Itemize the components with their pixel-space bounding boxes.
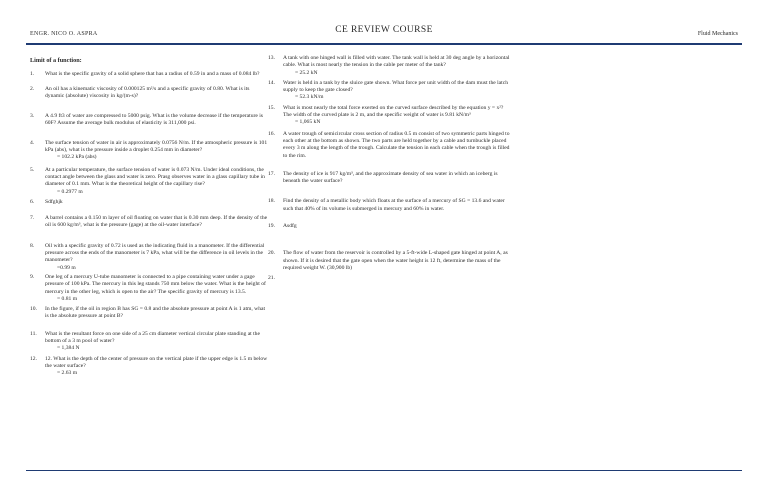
question-number: 15. [268,104,275,111]
answer-text: = 25.2 kN [295,69,318,76]
question [30,167,268,196]
question-number: 8. [30,242,35,249]
question-number: 3. [30,113,35,120]
question-number: 18. [268,198,275,205]
page-header [0,0,768,46]
question-text: In the figure, if the oil in region B has SG = 0.8 and the absolute pressure at point A is 1 atm, what is the absolute pressure at point B? [45,306,266,320]
question [268,223,510,230]
right-column [268,55,510,282]
question-text: Water is held in a tank by the sluice gate shown. What force per unit width of the dam must the latch supply to keep the gate closed? [283,79,508,94]
question-number: 6. [30,198,35,205]
question [30,356,268,378]
question-number: 21. [268,275,275,282]
question-text: The flow of water from the reservoir is controlled by a 5-ft-wide L-shaped gate hinged at point A, as shown. If it is desired that the gate open when the water height is 12 ft, determine the mass of the required weight W. (30,900 lb) [283,250,508,271]
question [268,131,510,160]
footer-rule [26,470,742,471]
question [30,274,268,303]
question-number: 17. [268,170,275,177]
question [268,198,510,213]
question-text: 12. What is the depth of the center of pressure on the vertical plate if the upper edge is 1.5 m below the water surface? [45,355,268,369]
question [30,199,268,206]
question-text: What is the resultant force on one side of a 25 cm diameter vertical circular plate standing at the bottom of a 3 m pool of water? [45,330,260,345]
question-number: 7. [30,215,35,222]
question-number: 11. [30,330,37,337]
question-number: 13. [268,55,275,61]
question-text: What is the specific gravity of a solid sphere that has a radius of 0.59 in and a mass of 0.084 lb? [45,71,260,78]
question [30,113,268,128]
question [268,250,510,272]
course-title: CE REVIEW COURSE [335,25,433,35]
question-number: 9. [30,273,35,280]
answer-text: = 0.2977 m [57,188,83,195]
question [30,71,268,78]
question-text: One leg of a mercury U-tube manometer is connected to a pipe containing water under a gage pressure of 100 kPa. The mercury in this leg stands 750 mm below the water. What is the height of mercury in the other leg, which is open to the air? The specific gravity of mercury is 13.5. [45,273,266,295]
answer-text: = 0.81 m [57,295,78,302]
question-text: A barrel contains a 0.150 m layer of oil floating on water that is 0.30 mm deep. If the density of the oil is 600 kg/m³, what is the pressure (gage) at the oil-water interface? [45,215,268,229]
question-text: A 4.9 ft3 of water are compressed to 5000 psig. What is the volume decrease if the temperature is 60F? Assume the average bulk modulus of elasticity is 311,000 psi. [45,113,263,127]
question-number: 20. [268,250,275,257]
question-number: 1. [30,71,35,78]
question-number: 5. [30,166,35,173]
answer-text: = 1,065 kN [295,119,321,126]
question-number: 12. [30,355,37,362]
question-number: 19. [268,223,275,230]
question-text: What is most nearly the total force exerted on the curved surface described by the equation y = x²? The width of the curved plate is 2 m, and the specific weight of water is 9.81 kN/m³ [283,104,504,119]
question-number: 4. [30,139,35,146]
question [30,215,268,230]
question [30,140,268,162]
left-column [30,57,268,378]
question-text: A tank with one hinged wall is filled with water. The tank wall is held at 30 deg angle by a horizontal cable. What is most nearly the tension in the cable per meter of the tank? [283,55,510,69]
question-text: At a particular temperature, the surface tension of water is 0.073 N/m. Under ideal conditions, the contact angle between the glass and water is zero. Prasg observes water in a glass capillary tube in diameter of 0.1 mm. What is the theoretical height of the capillary rise? [45,166,265,188]
question [268,55,510,77]
question [268,80,510,102]
header-rule [26,43,742,45]
question-number: 2. [30,85,35,92]
section-title: Limit of a function: [30,57,82,64]
question-text: Oil with a specific gravity of 0.72 is used as the indicating fluid in a manometer. If the differential pressure across the ends of the manometer is 7 kPa, what will be the difference in oil levels in the manometer? [45,242,265,264]
question-text: Find the density of a metallic body which floats at the surface of a mercury of SG = 13.6 and water such that 40% of its volume is submerged in mercury and 60% in water. [283,198,505,212]
question [30,306,268,321]
answer-text: = 1,384 N [57,345,80,352]
question [30,331,268,353]
question-number: 16. [268,130,275,137]
question-text: Asdfg [283,223,297,230]
question-text: An oil has a kinematic viscosity of 0.000125 m²/s and a specific gravity of 0.80. What is its dynamic (absolute) viscosity in kg/(m-s)? [45,85,250,99]
question-text: Sdfghjk [45,198,63,205]
question [268,105,510,127]
question-text: The density of ice is 917 kg/m³, and the approximate density of sea water in which an iceberg is beneath the water surface? [283,170,498,185]
answer-text: =0.99 m [57,264,76,271]
question-text: The surface tension of water in air is approximately 0.0756 N/m. If the atmospheric pressure is 101 kPa (abs), what is the pressure inside a droplet 0.254 mm in diameter? [45,139,268,154]
answer-text: = 2.63 m [57,370,78,377]
question [268,171,510,186]
question [30,243,268,272]
author-name: ENGR. NICO O. ASPRA [30,31,98,37]
question [30,86,268,101]
subject-label: Fluid Mechanics [697,31,738,37]
answer-text: = 102.2 kPa (abs) [57,154,97,161]
question-number: 10. [30,306,37,313]
answer-text: = 52.3 kN/m [295,94,324,101]
question-text: A water trough of semicircular cross section of radius 0.5 m consist of two symmetric parts hinged to each other at the bottom as shown. The two parts are held together by a cable and turnbuckle placed every 3 m along the length of the trough. Calculate the tension in each cable when the trough is filled to the rim. [283,130,510,159]
question-number: 14. [268,79,275,86]
